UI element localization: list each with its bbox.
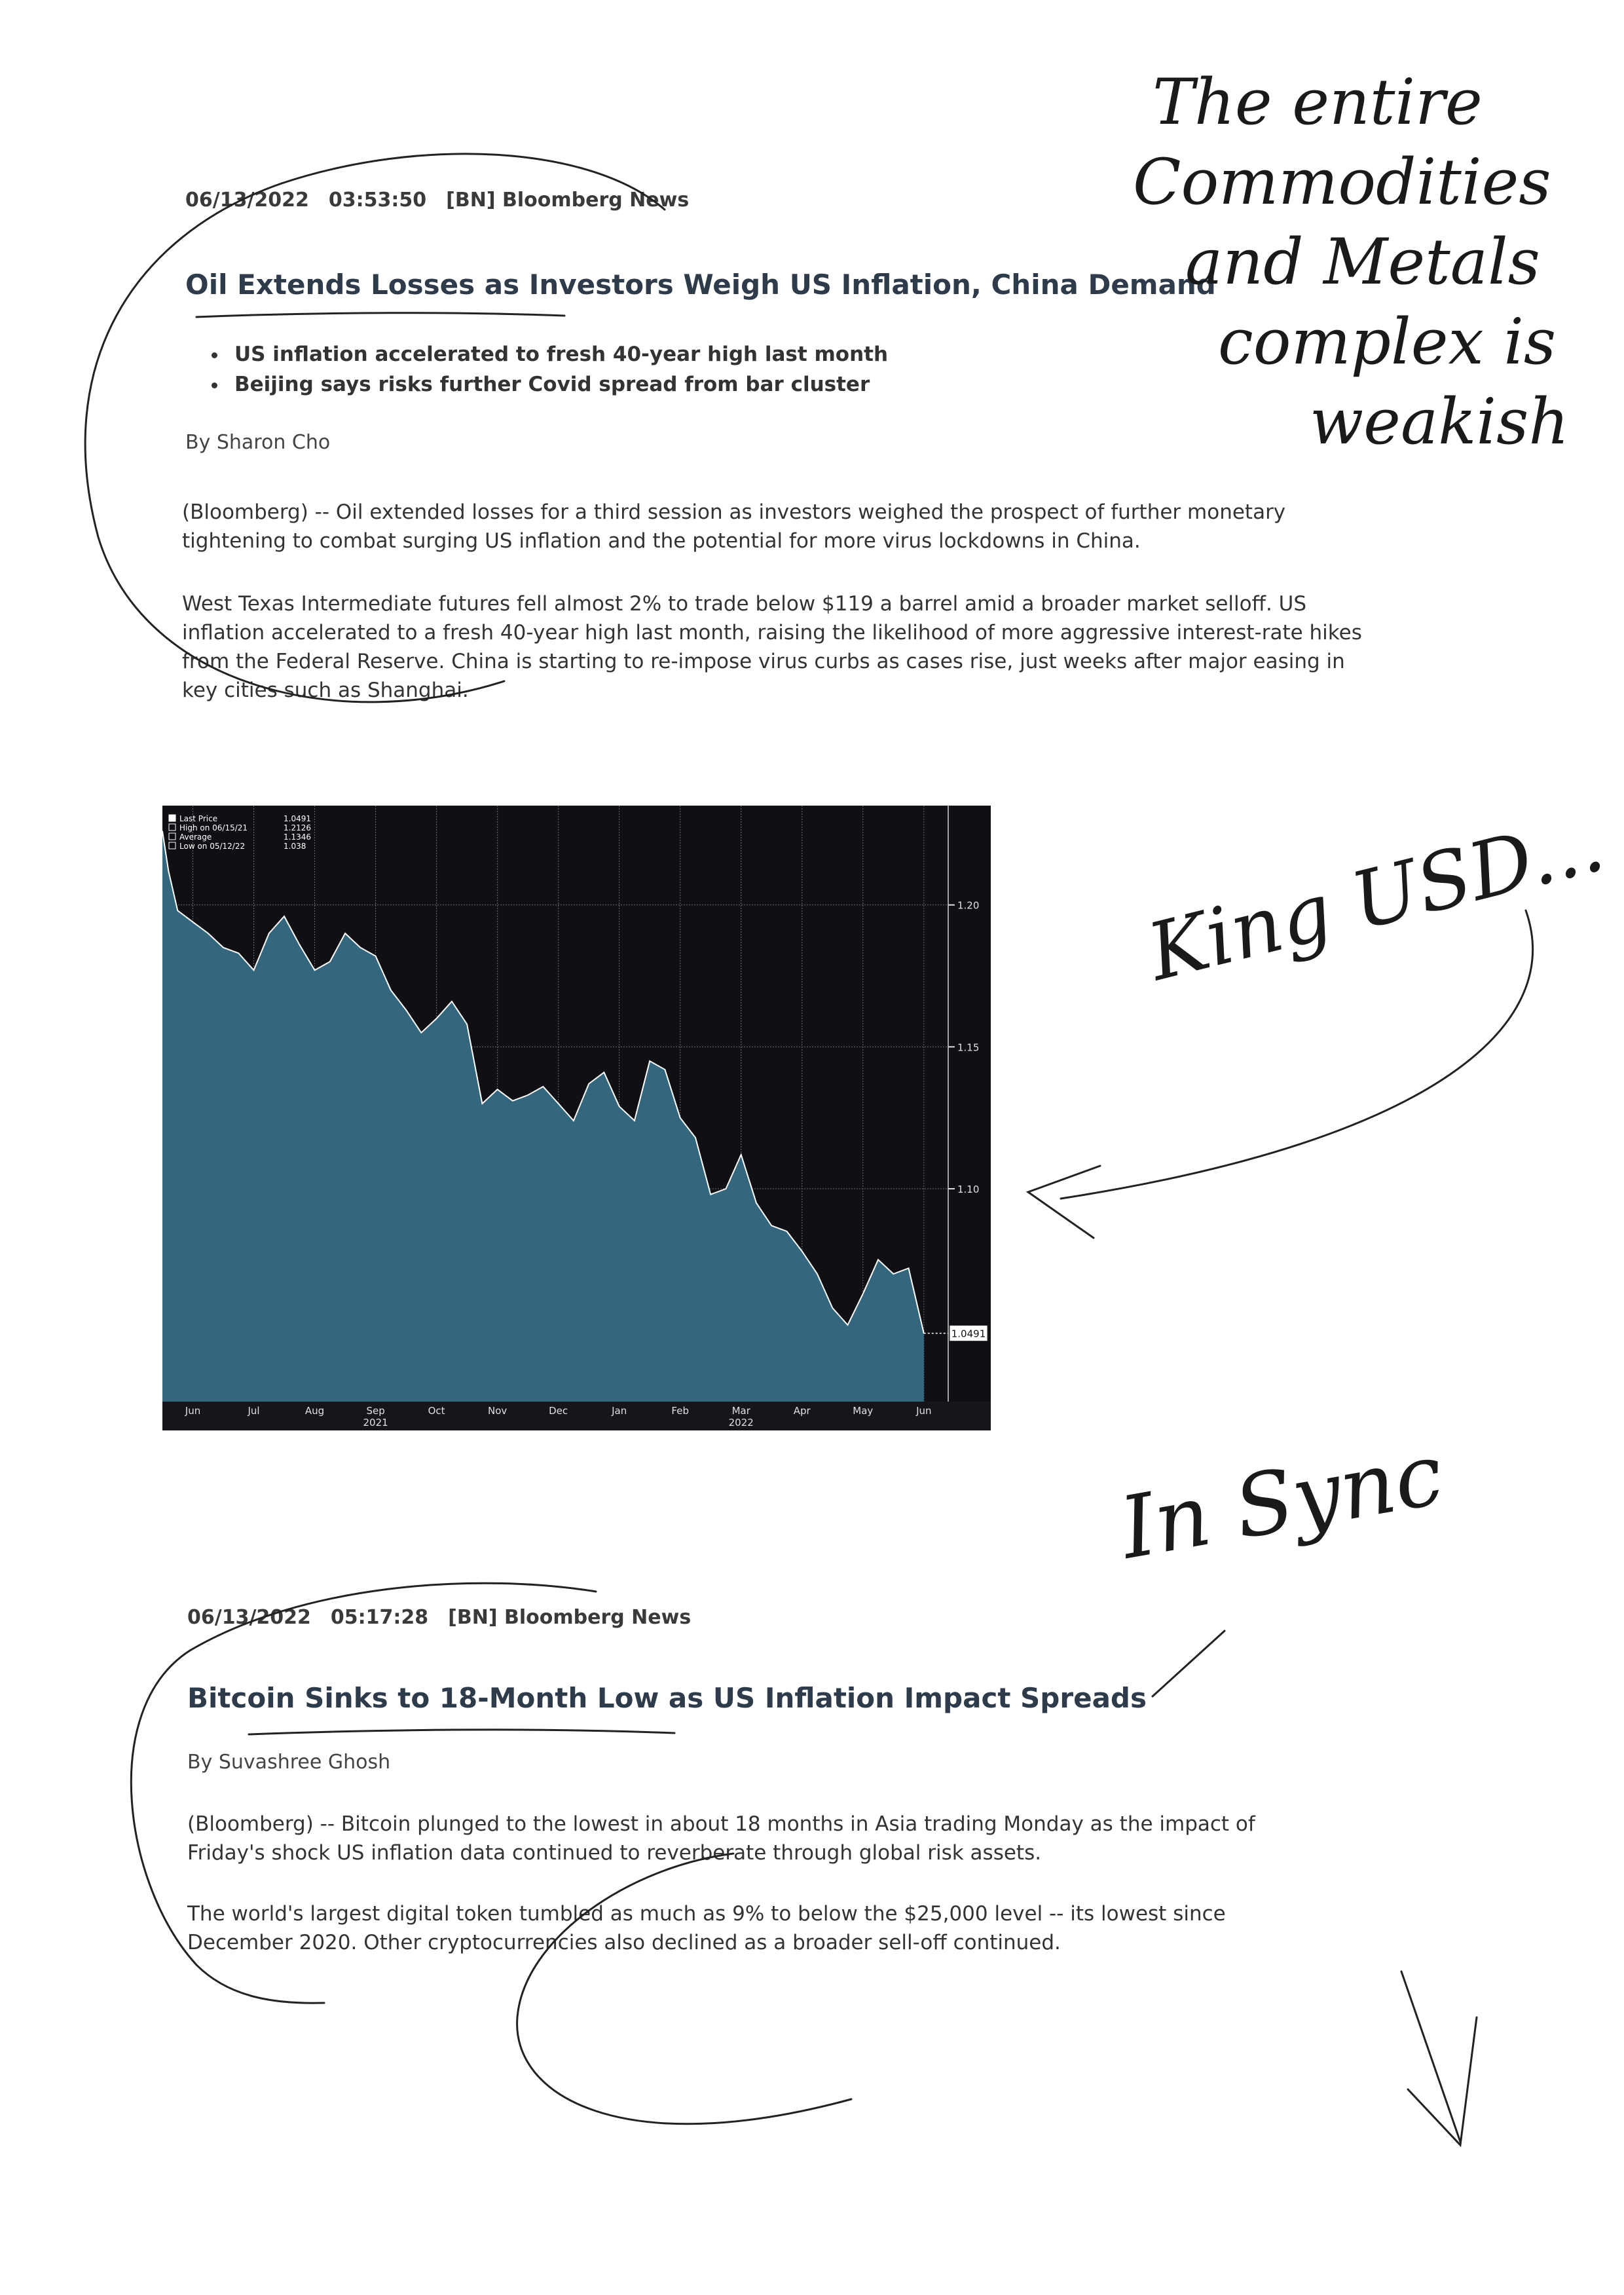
note-line: The entire: [1153, 65, 1483, 139]
x-tick-label: Oct: [428, 1405, 445, 1417]
article1-paragraph: West Texas Intermediate futures fell almost 2% to trade below $119 a barrel amid a broader market selloff. US inflation accelerated to a fresh 40-year high last month, raising the likelihood of more aggressive interest-rate hikes from the Federal Reserve. China is starting to re-impose virus curbs as cases rise, just weeks after major easing in key cities such as Shanghai.: [182, 592, 1362, 702]
x-tick-label: Jul: [248, 1405, 260, 1417]
y-tick-label: 1.20: [957, 899, 980, 912]
underline-stroke: [1153, 1631, 1225, 1696]
article1-paragraph: (Bloomberg) -- Oil extended losses for a third session as investors weighed the prospect of further monetary tightening to combat surging US inflation and the potential for more virus lockdowns in China.: [182, 500, 1286, 553]
article2-paragraph: (Bloomberg) -- Bitcoin plunged to the lowest in about 18 months in Asia trading Monday as the impact of Friday's shock US inflation data continued to reverberate through global risk assets.: [187, 1812, 1255, 1865]
legend-value: 1.2126: [284, 823, 311, 832]
article2-date: 06/13/2022: [187, 1606, 311, 1629]
article1-bullet: • Beijing says risks further Covid spread from bar cluster: [228, 369, 1145, 400]
x-tick-label: Dec: [549, 1405, 568, 1417]
x-tick-label: Sep: [366, 1405, 385, 1417]
legend-value: 1.038: [284, 842, 306, 851]
x-year-label: 2022: [728, 1417, 754, 1428]
arrowhead-stroke: [1408, 2017, 1477, 2145]
article2-paragraph: The world's largest digital token tumbled as much as 9% to below the $25,000 level -- its lowest since December 2020. Other cryptocurrencies also declined as a broader sell-off continued.: [187, 1902, 1226, 1954]
y-tick-label: 1.15: [957, 1041, 980, 1054]
legend-label: Last Price: [179, 814, 218, 823]
article2-source: [BN] Bloomberg News: [448, 1606, 692, 1629]
arrowhead-stroke: [1028, 1166, 1100, 1238]
note-line: complex is: [1218, 305, 1557, 379]
article1-headline: Oil Extends Losses as Investors Weigh US Inflation, China Demand: [185, 269, 1216, 301]
article2-time: 05:17:28: [330, 1606, 429, 1629]
arrow-stroke: [1401, 1971, 1460, 2142]
legend-value: 1.1346: [284, 832, 311, 842]
last-price-label: 1.0491: [951, 1328, 986, 1340]
underline-stroke: [249, 1730, 674, 1734]
handwritten-note-in-sync: In Sync: [1113, 1423, 1450, 1578]
loop-stroke: [517, 1854, 851, 2124]
article1-bullet: • US inflation accelerated to fresh 40-year high last month: [228, 339, 1145, 369]
article1-time: 03:53:50: [328, 189, 427, 212]
x-tick-label: Jan: [612, 1405, 627, 1417]
arrow-stroke: [1061, 910, 1533, 1199]
loop-stroke: [85, 154, 665, 702]
underline-stroke: [196, 313, 564, 317]
x-tick-label: Jun: [185, 1405, 201, 1417]
x-tick-label: May: [853, 1405, 874, 1417]
legend-label: Low on 05/12/22: [179, 842, 246, 851]
x-tick-label: Jun: [916, 1405, 932, 1417]
legend-label: High on 06/15/21: [179, 823, 248, 832]
article2-headline: Bitcoin Sinks to 18-Month Low as US Inflation Impact Spreads: [187, 1682, 1147, 1714]
article1-byline: By Sharon Cho: [185, 431, 331, 454]
legend-value: 1.0491: [284, 814, 311, 823]
x-tick-label: Apr: [793, 1405, 811, 1417]
handwritten-note-king-usd: King USD...: [1139, 798, 1613, 999]
loop-stroke: [131, 1583, 596, 2003]
note-line: and Metals: [1185, 225, 1540, 299]
note-line: weakish: [1310, 385, 1570, 458]
legend-label: Average: [179, 832, 212, 842]
x-tick-label: Feb: [671, 1405, 689, 1417]
x-tick-label: Mar: [731, 1405, 750, 1417]
article1-date: 06/13/2022: [185, 189, 309, 212]
x-tick-label: Aug: [304, 1405, 325, 1417]
y-tick-label: 1.10: [957, 1184, 980, 1195]
article2-byline: By Suvashree Ghosh: [187, 1751, 391, 1774]
article1-source: [BN] Bloomberg News: [446, 189, 690, 212]
x-year-label: 2021: [363, 1417, 388, 1428]
x-tick-label: Nov: [487, 1405, 507, 1417]
note-line: Commodities: [1133, 145, 1551, 219]
